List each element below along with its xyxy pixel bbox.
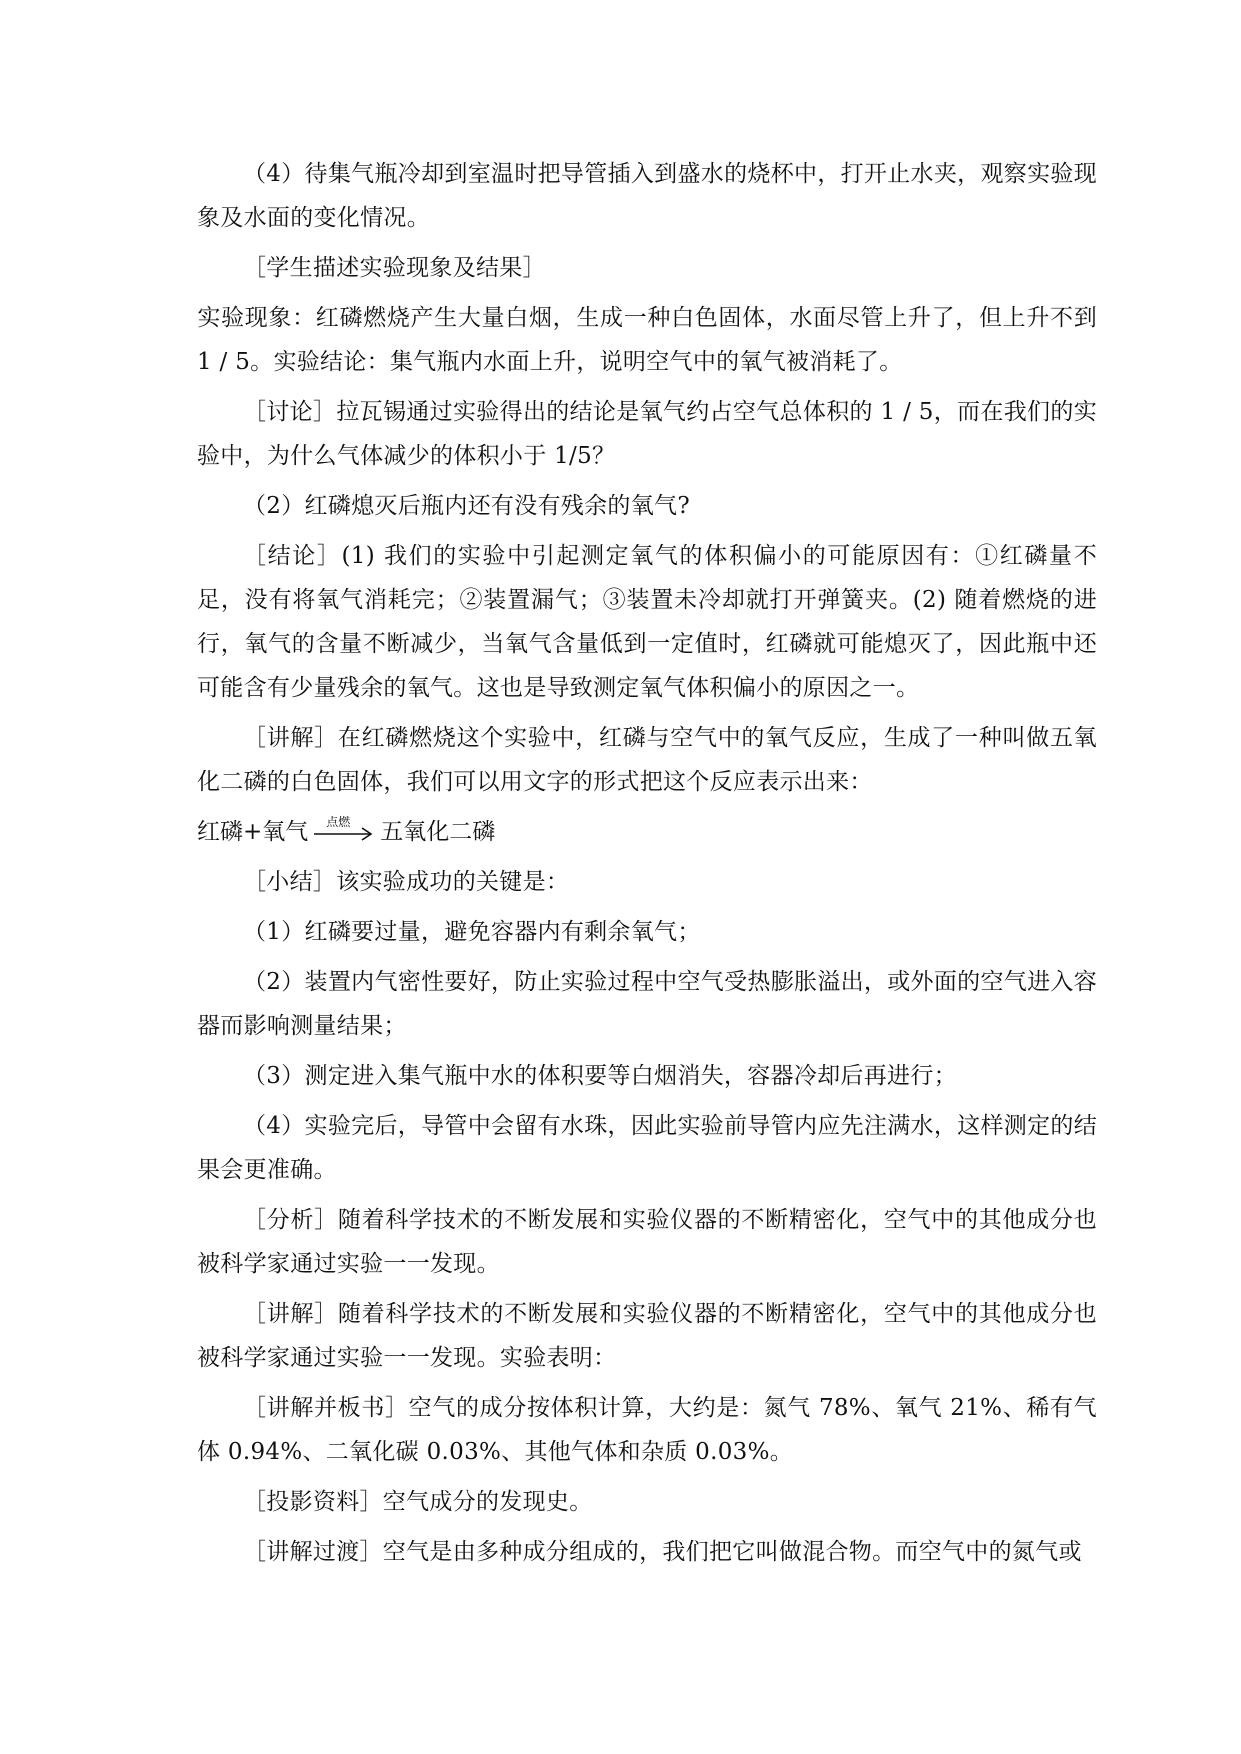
paragraph-key-2: （2）装置内气密性要好，防止实验过程中空气受热膨胀溢出，或外面的空气进入容器而影响测量结果；	[197, 969, 1097, 1039]
paragraph-air-composition: ［讲解并板书］空气的成分按体积计算，大约是：氮气 78%、氧气 21%、稀有气体 0.94%、二氧化碳 0.03%、其他气体和杂质 0.03%。	[197, 1395, 1097, 1465]
arrow-icon	[314, 827, 374, 841]
reaction-condition: 点燃	[326, 815, 351, 829]
paragraph-discussion: ［讨论］拉瓦锡通过实验得出的结论是氧气约占空气总体积的 1 / 5，而在我们的实验中，为什么气体减少的体积小于 1/5？	[197, 399, 1097, 469]
paragraph-projection-material: ［投影资料］空气成分的发现史。	[243, 1489, 593, 1515]
paragraph-key-4: （4）实验完后，导管中会留有水珠，因此实验前导管内应先注满水，这样测定的结果会更准确。	[197, 1113, 1097, 1183]
paragraph-explanation-discovery: ［讲解］随着科学技术的不断发展和实验仪器的不断精密化，空气中的其他成分也被科学家通过实验一一发现。实验表明：	[197, 1301, 1097, 1371]
document-body	[197, 152, 1097, 1580]
paragraph-step-4: （4）待集气瓶冷却到室温时把导管插入到盛水的烧杯中，打开止水夹，观察实验现象及水面的变化情况。	[197, 161, 1097, 231]
paragraph-explanation-reaction: ［讲解］在红磷燃烧这个实验中，红磷与空气中的氧气反应，生成了一种叫做五氧化二磷的白色固体，我们可以用文字的形式把这个反应表示出来：	[197, 725, 1097, 795]
paragraph-key-1: （1）红磷要过量，避免容器内有剩余氧气；	[243, 919, 701, 945]
paragraph-summary-heading: ［小结］该实验成功的关键是：	[243, 869, 570, 895]
paragraph-student-description-heading: ［学生描述实验现象及结果］	[243, 255, 546, 281]
paragraph-experiment-phenomenon-text: 实验现象：红磷燃烧产生大量白烟，生成一种白色固体，水面尽管上升了，但上升不到 1 / 5。实验结论：集气瓶内水面上升，说明空气中的氧气被消耗了。	[197, 305, 1097, 375]
paragraph-question-2: （2）红磷熄灭后瓶内还有没有残余的氧气?	[243, 493, 690, 519]
word-equation	[197, 810, 1097, 854]
paragraph-key-3: （3）测定进入集气瓶中水的体积要等白烟消失，容器冷却后再进行；	[243, 1063, 957, 1089]
equation-product: 五氧化二磷	[380, 819, 496, 845]
paragraph-conclusion: ［结论］(1) 我们的实验中引起测定氧气的体积偏小的可能原因有：①红磷量不足，没有将氧气消耗完；②装置漏气；③装置未冷却就打开弹簧夹。(2) 随着燃烧的进行，氧气的含量不断减少，当氧气含量低到一定值时，红磷就可能熄灭了，因此瓶中还可能含有少量残余的氧气。这也是导致测定氧气体积偏小的原因之一。	[197, 543, 1097, 701]
paragraph-analysis: ［分析］随着科学技术的不断发展和实验仪器的不断精密化，空气中的其他成分也被科学家通过实验一一发现。	[197, 1207, 1097, 1277]
paragraph-transition: ［讲解过渡］空气是由多种成分组成的，我们把它叫做混合物。而空气中的氮气或	[243, 1539, 1082, 1565]
paragraph-experiment-phenomenon	[197, 296, 1097, 384]
equation-reactants: 红磷+氧气	[197, 819, 309, 845]
reaction-arrow	[314, 817, 374, 847]
